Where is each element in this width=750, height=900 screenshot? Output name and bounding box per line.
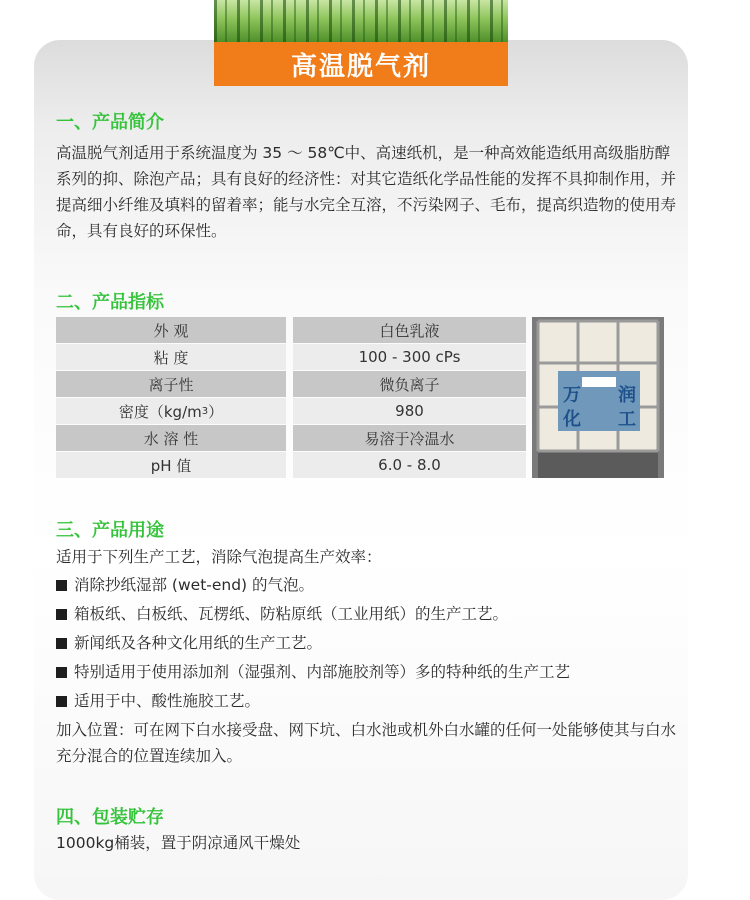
spec-label: 粘 度 (56, 344, 286, 370)
usage-bullet-text: 特别适用于使用添加剂（湿强剂、内部施胶剂等）多的特种纸的生产工艺 (74, 663, 571, 681)
ibc-tank-image (532, 317, 664, 478)
spec-label: pH 值 (56, 452, 286, 478)
usage-bullet (56, 688, 260, 714)
ibc-tank-illustration (532, 317, 664, 478)
tank-label-2: 润 (618, 385, 636, 406)
spec-label: 离子性 (56, 371, 286, 397)
section-heading-specs: 二、产品指标 (56, 292, 164, 313)
usage-bullet-text: 箱板纸、白板纸、瓦楞纸、防粘原纸（工业用纸）的生产工艺。 (74, 605, 509, 623)
square-bullet-icon (56, 638, 67, 649)
usage-bullet-text: 新闻纸及各种文化用纸的生产工艺。 (74, 634, 323, 652)
packaging-text: 1000kg桶装，置于阴凉通风干燥处 (56, 834, 301, 852)
usage-bullet (56, 630, 322, 656)
spec-row (56, 398, 526, 425)
section-heading-usage: 三、产品用途 (56, 520, 164, 541)
addition-text: 加入位置：可在网下白水接受盘、网下坑、白水池或机外白水罐的任何一处能够使其与白水充分混合的位置连续加入。 (56, 721, 677, 765)
usage-bullet-text: 消除抄纸湿部 (wet-end) 的气泡。 (74, 576, 315, 594)
spec-label: 外 观 (56, 317, 286, 343)
intro-text: 高温脱气剂适用于系统温度为 35 ～ 58℃中、高速纸机，是一种高效能造纸用高级脂肪醇系列的抑、除泡产品；具有良好的经济性：对其它造纸化学品性能的发挥不具抑制作用，并提高细小纤维及填料的留着率；能与水完全互溶，不污染网子、毛布，提高织造物的使用寿命，具有良好的环保性。 (56, 144, 677, 240)
tank-label-1: 万 (563, 385, 581, 406)
usage-bullet-text: 适用于中、酸性施胶工艺。 (74, 692, 261, 710)
density-label-suffix: ） (208, 402, 224, 421)
spec-value: 980 (293, 398, 526, 424)
spec-value: 6.0 - 8.0 (293, 452, 526, 478)
usage-intro: 适用于下列生产工艺，消除气泡提高生产效率： (56, 548, 382, 566)
spec-row (56, 452, 526, 479)
usage-bullet (56, 572, 314, 598)
spec-value: 易溶于冷温水 (293, 425, 526, 451)
density-label-prefix: 密度（kg/m (118, 402, 202, 421)
spec-row (56, 317, 526, 344)
square-bullet-icon (56, 667, 67, 678)
spec-value: 100 - 300 cPs (293, 344, 526, 370)
spec-row (56, 371, 526, 398)
forest-banner-image (214, 0, 508, 42)
square-bullet-icon (56, 580, 67, 591)
section-heading-intro: 一、产品简介 (56, 112, 164, 133)
spec-row (56, 344, 526, 371)
usage-bullet (56, 659, 570, 685)
usage-bullet (56, 601, 508, 627)
spec-label (56, 398, 286, 424)
spec-row (56, 425, 526, 452)
tank-label-3: 化 (563, 409, 581, 430)
product-title-banner: 高温脱气剂 (214, 42, 508, 86)
square-bullet-icon (56, 609, 67, 620)
spec-value: 微负离子 (293, 371, 526, 397)
density-label-sup: 3 (201, 405, 209, 417)
section-heading-packaging: 四、包装贮存 (56, 807, 164, 828)
tank-label-4: 工 (618, 409, 636, 430)
square-bullet-icon (56, 696, 67, 707)
spec-value: 白色乳液 (293, 317, 526, 343)
spec-table (56, 317, 526, 479)
spec-label: 水 溶 性 (56, 425, 286, 451)
